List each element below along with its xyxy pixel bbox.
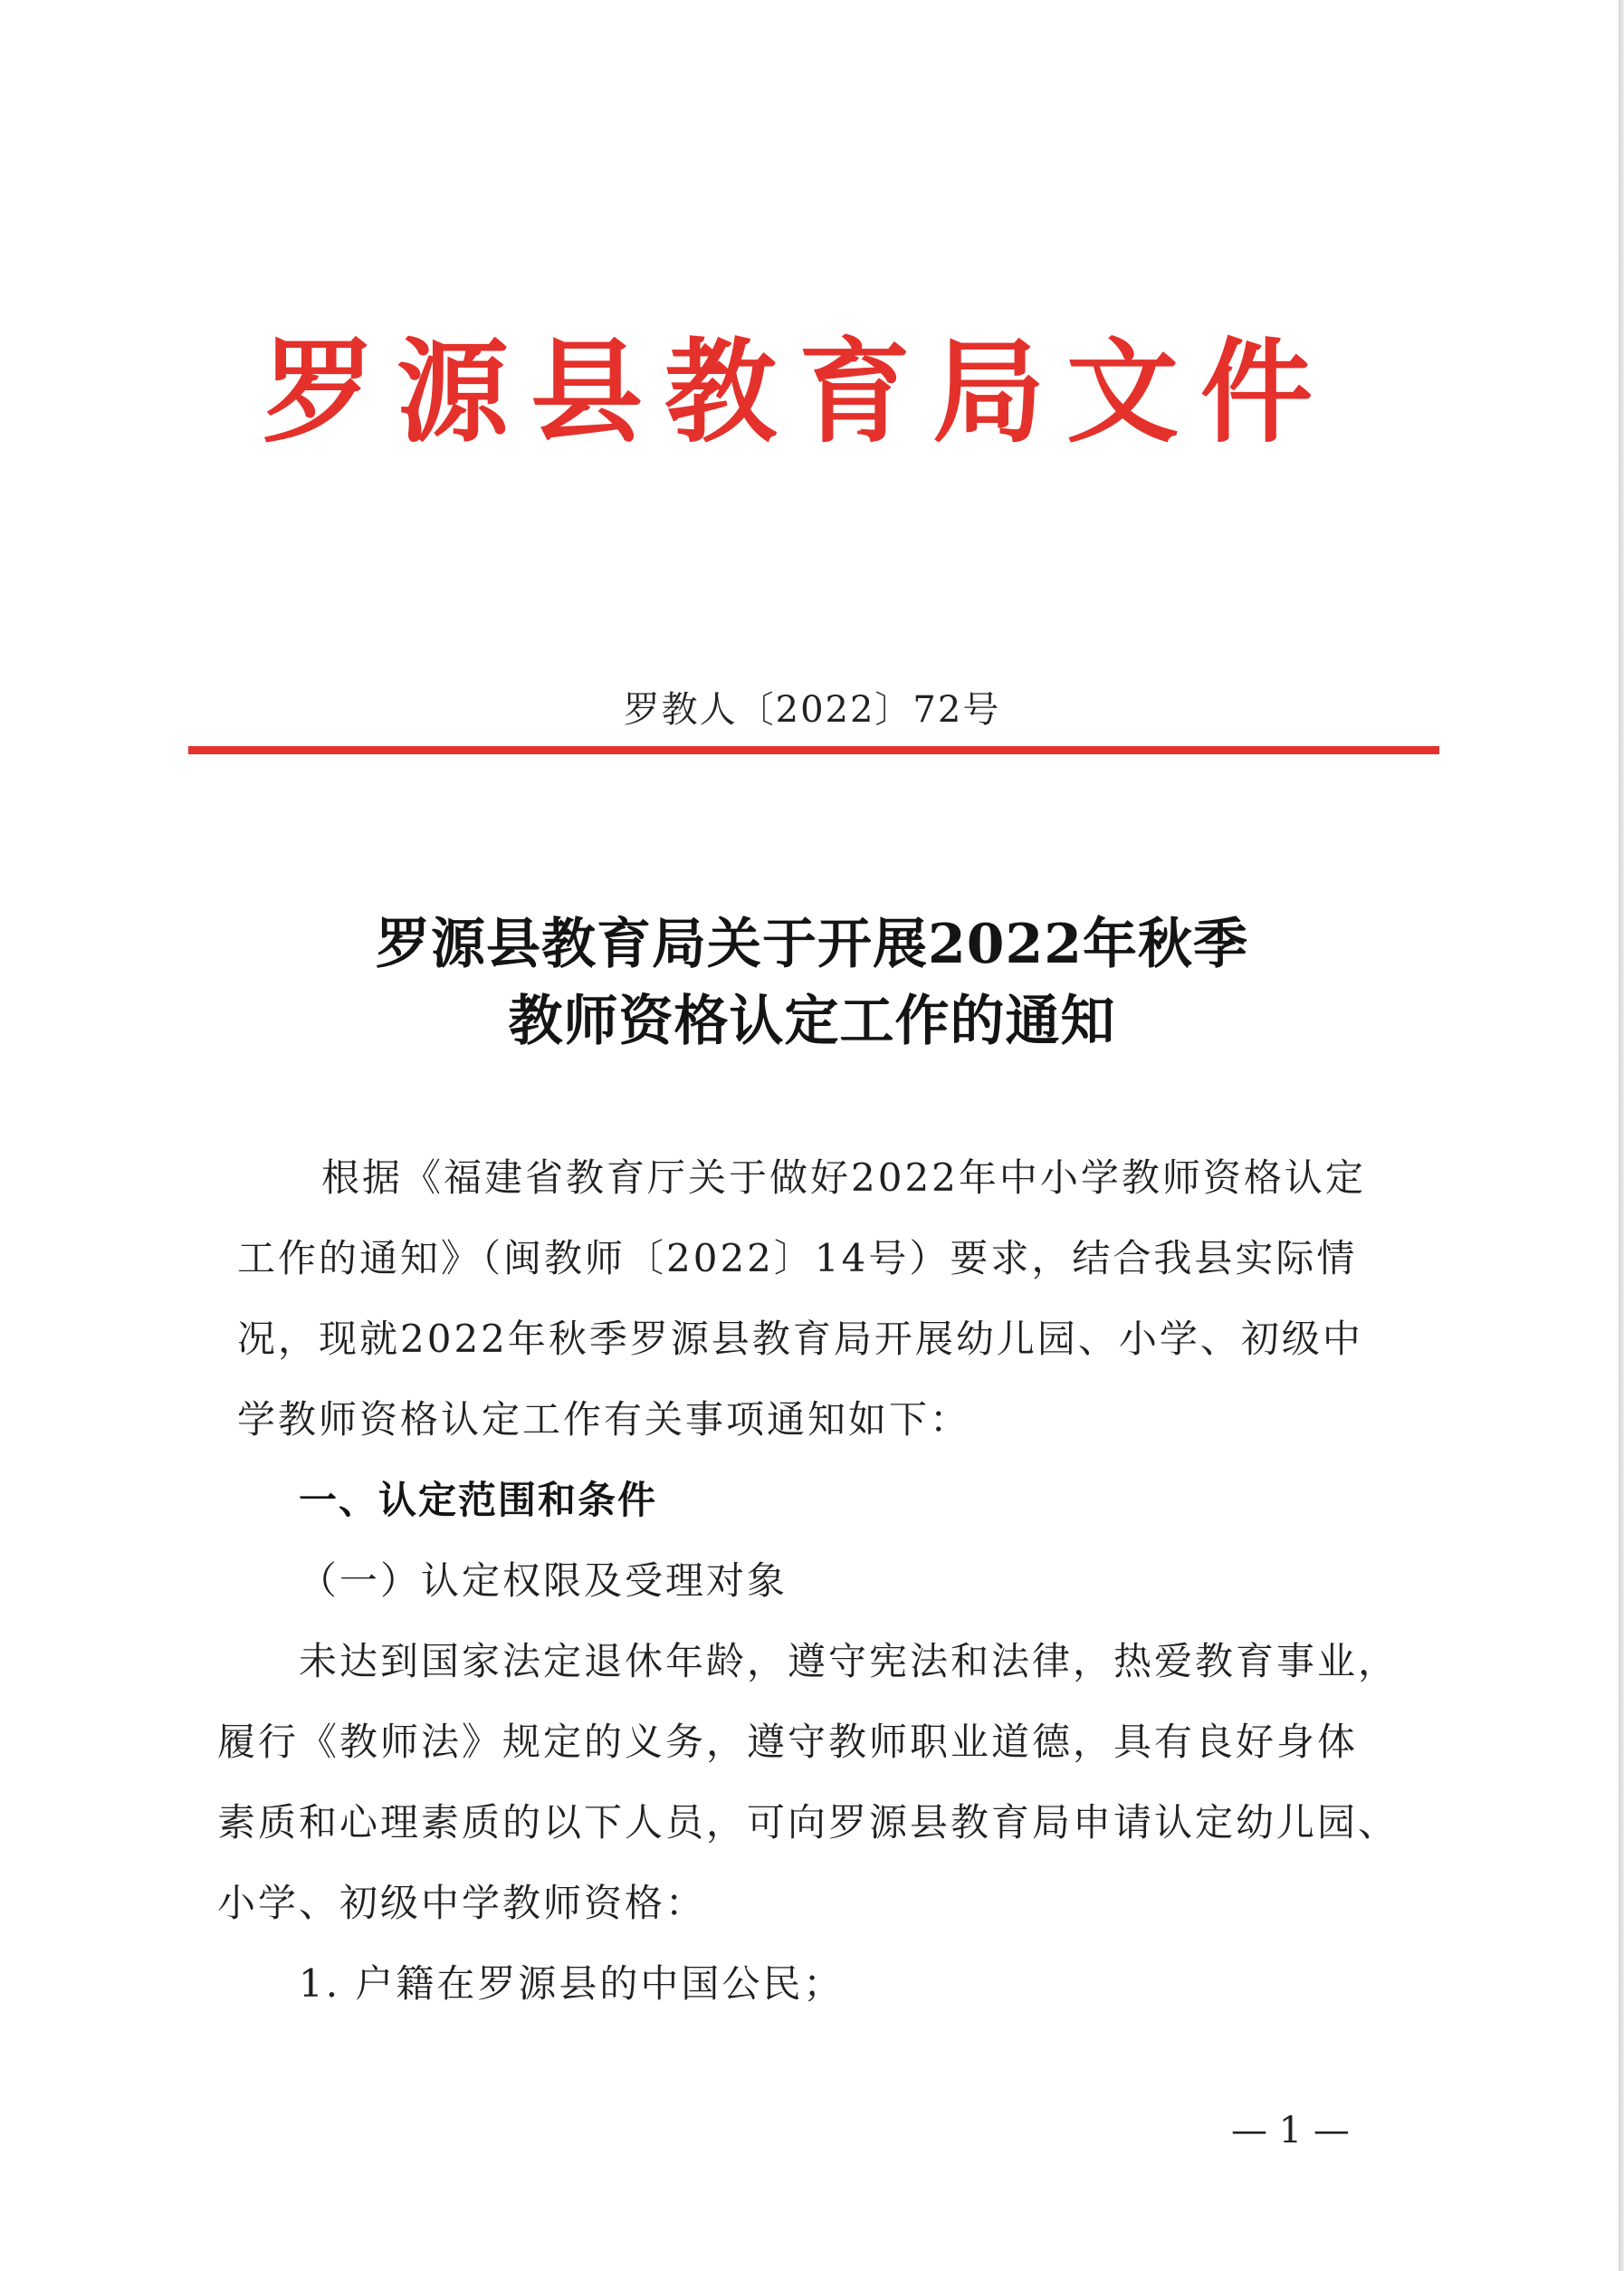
paragraph-2-line-4: 小学、初级中学教师资格： bbox=[217, 1881, 707, 1925]
paragraph-1-line-1: 根据《福建省教育厅关于做好2022年中小学教师资格认定 bbox=[321, 1155, 1366, 1200]
notice-title-line-1: 罗源县教育局关于开展2022年秋季 bbox=[376, 913, 1248, 976]
paragraph-1-line-2: 工作的通知》（闽教师〔2022〕14号）要求，结合我县实际情 bbox=[237, 1236, 1358, 1280]
red-divider-line bbox=[188, 746, 1439, 754]
paragraph-1-line-3: 况，现就2022年秋季罗源县教育局开展幼儿园、小学、初级中 bbox=[237, 1317, 1363, 1361]
notice-title-line-2: 教师资格认定工作的通知 bbox=[508, 990, 1116, 1053]
masthead-title: 罗源县教育局文件 bbox=[263, 327, 1335, 458]
list-item-1: 1. 户籍在罗源县的中国公民； bbox=[299, 1961, 845, 2006]
document-number: 罗教人〔2022〕72号 bbox=[623, 689, 1001, 731]
paragraph-2-line-2: 履行《教师法》规定的义务，遵守教师职业道德，具有良好身体 bbox=[217, 1720, 1359, 1764]
paragraph-1-line-4: 学教师资格认定工作有关事项通知如下： bbox=[237, 1397, 971, 1442]
paragraph-2-line-1: 未达到国家法定退休年龄，遵守宪法和法律，热爱教育事业， bbox=[299, 1639, 1400, 1683]
subsection-1-heading: （一）认定权限及受理对象 bbox=[299, 1558, 788, 1603]
page-number: — 1 — bbox=[1231, 2110, 1350, 2151]
section-1-heading: 一、认定范围和条件 bbox=[299, 1478, 658, 1522]
paragraph-2-line-3: 素质和心理素质的以下人员，可向罗源县教育局申请认定幼儿园、 bbox=[217, 1800, 1400, 1845]
scan-edge-shadow bbox=[1619, 0, 1624, 2271]
